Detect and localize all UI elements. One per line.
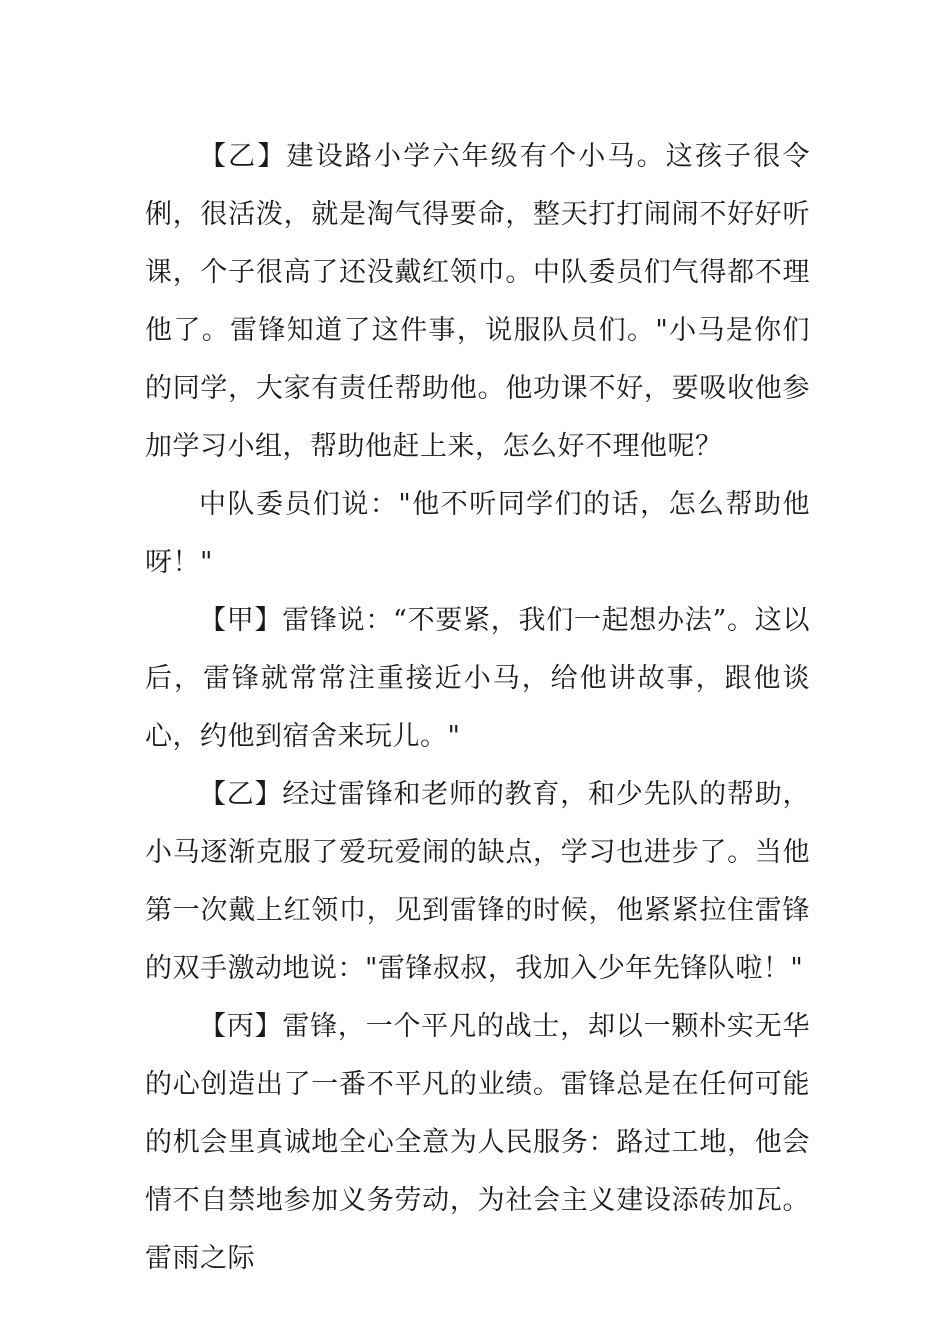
- document-body: [145, 128, 810, 1288]
- paragraph-2: 中队委员们说："他不听同学们的话，怎么帮助他呀！": [145, 489, 810, 578]
- paragraph-3: 【甲】雷锋说：“不要紧，我们一起想办法”。这以后，雷锋就常常注重接近小马，给他讲故事，跟他谈心，约他到宿舍来玩儿。": [145, 605, 810, 752]
- paragraph-4: 【乙】经过雷锋和老师的教育，和少先队的帮助，小马逐渐克服了爱玩爱闹的缺点，学习也进步了。当他第一次戴上红领巾，见到雷锋的时候，他紧紧拉住雷锋的双手激动地说："雷锋叔叔，我加入少年先锋队啦！": [145, 779, 810, 984]
- paragraph-5: 【丙】雷锋，一个平凡的战士，却以一颗朴实无华的心创造出了一番不平凡的业绩。雷锋总是在任何可能的机会里真诚地全心全意为人民服务：路过工地，他会情不自禁地参加义务劳动，为社会主义建设添砖加瓦。雷雨之际: [145, 1011, 810, 1274]
- paragraph-1: 【乙】建设路小学六年级有个小马。这孩子很令俐，很活泼，就是淘气得要命，整天打打闹闹不好好听课，个子很高了还没戴红领巾。中队委员们气得都不理他了。雷锋知道了这件事，说服队员们。"小马是你们的同学，大家有责任帮助他。他功课不好，要吸收他参加学习小组，帮助他赶上来，怎么好不理他呢？: [145, 141, 810, 462]
